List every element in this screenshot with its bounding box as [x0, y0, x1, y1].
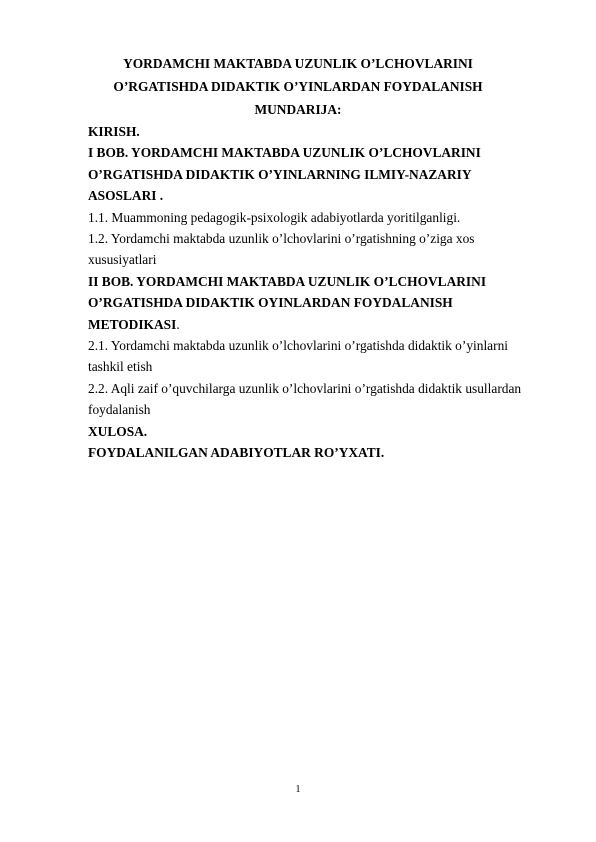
contents-heading: MUNDARIJA: [254, 102, 342, 117]
toc-section-1-2-line-1: 1.2. Yordamchi maktabda uzunlik o’lchovlarini o’rgatishning o’ziga xos [88, 231, 475, 247]
toc-section-2-2-line-1: 2.2. Aqli zaif o’quvchilarga uzunlik o’lchovlarini o’rgatishda didaktik usullardan [88, 380, 522, 396]
toc-section-2-2-line-2: foydalanish [88, 402, 151, 418]
toc-chapter-2-line-3 [88, 314, 518, 335]
toc-references: FOYDALANILGAN ADABIYOTLAR RO’YXATI. [88, 445, 385, 461]
toc-conclusion: XULOSA. [88, 423, 148, 439]
toc-chapter-2-line-1: II BOB. YORDAMCHI MAKTABDA UZUNLIK O’LCHOVLARINI [88, 273, 487, 289]
toc-chapter-2-line-3-period: . [176, 316, 180, 332]
toc-chapter-1-line-2: O’RGATISHDA DIDAKTIK O’YINLARNING ILMIY-NAZARIY [88, 166, 472, 182]
toc-chapter-1-line-3: ASOSLARI . [88, 188, 164, 204]
toc-chapter-2-line-3-text: METODIKASI [88, 316, 177, 332]
page-number: 1 [295, 784, 301, 795]
toc-section-2-1-line-1: 2.1. Yordamchi maktabda uzunlik o’lchovlarini o’rgatishda didaktik o’yinlarni [88, 338, 508, 354]
document-title [88, 52, 508, 121]
toc-chapter-2-line-2: O’RGATISHDA DIDAKTIK OYINLARDAN FOYDALANISH [88, 295, 453, 311]
toc-section-1-1: 1.1. Muammoning pedagogik-psixologik adabiyotlarda yoritilganligi. [88, 209, 461, 225]
title-line-1: YORDAMCHI MAKTABDA UZUNLIK O’LCHOVLARINI [123, 56, 473, 71]
toc-section-2-1-line-2: tashkil etish [88, 359, 153, 375]
toc-chapter-1-line-1: I BOB. YORDAMCHI MAKTABDA UZUNLIK O’LCHOVLARINI [88, 145, 481, 161]
toc-introduction: KIRISH. [88, 124, 140, 139]
title-line-2: O’RGATISHDA DIDAKTIK O’YINLARDAN FOYDALANISH [113, 79, 483, 94]
toc-section-1-2-line-2: xususiyatlari [88, 252, 157, 268]
table-of-contents [88, 121, 522, 464]
